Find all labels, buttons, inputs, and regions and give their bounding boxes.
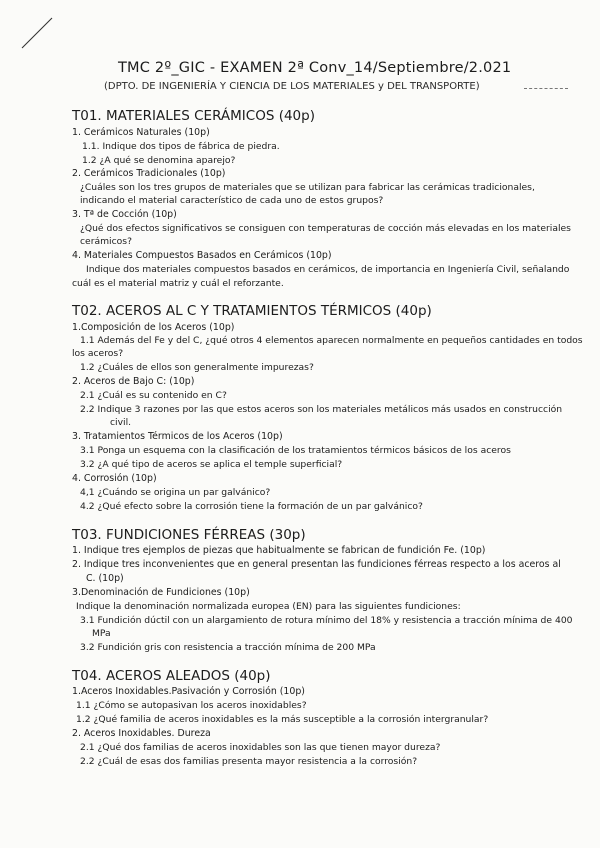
t02-q3-heading: 3. Tratamientos Térmicos de los Aceros (10p) (72, 431, 283, 442)
t02-q2-2-cont: civil. (110, 417, 132, 428)
section-heading-t01: T01. MATERIALES CERÁMICOS (40p) (72, 108, 315, 124)
t01-q2-text-cont: indicando el material característico de cada uno de estos grupos? (80, 195, 384, 206)
dashed-rule (524, 88, 568, 89)
t01-q3-text-cont: cerámicos? (80, 236, 132, 247)
t01-q1-1: 1.1. Indique dos tipos de fábrica de piedra. (82, 141, 280, 152)
t02-q2-heading: 2. Aceros de Bajo C: (10p) (72, 376, 195, 387)
t02-q4-1: 4,1 ¿Cuándo se origina un par galvánico? (80, 487, 271, 498)
t02-q1-1: 1.1 Además del Fe y del C, ¿qué otros 4 elementos aparecen normalmente en pequeños cantidades en todos (80, 335, 583, 346)
t02-q1-heading: 1.Composición de los Aceros (10p) (72, 322, 235, 333)
t02-q2-1: 2.1 ¿Cuál es su contenido en C? (80, 390, 227, 401)
t01-q4-heading: 4. Materiales Compuestos Basados en Cerámicos (10p) (72, 250, 332, 261)
section-heading-t04: T04. ACEROS ALEADOS (40p) (72, 668, 271, 684)
t01-q4-text-cont: cuál es el material matriz y cuál el reforzante. (72, 278, 284, 289)
t04-q2-1: 2.1 ¿Qué dos familias de aceros inoxidables son las que tienen mayor dureza? (80, 742, 441, 753)
t04-q1-2: 1.2 ¿Qué familia de aceros inoxidables es la más susceptible a la corrosión intergranular? (76, 714, 489, 725)
t04-q2-heading: 2. Aceros Inoxidables. Dureza (72, 728, 211, 739)
pen-stroke-mark (18, 14, 58, 50)
t01-q4-text: Indique dos materiales compuestos basados en cerámicos, de importancia en Ingeniería Civil, señalando (86, 264, 570, 275)
t02-q1-2: 1.2 ¿Cuáles de ellos son generalmente impurezas? (80, 362, 314, 373)
t01-q2-text: ¿Cuáles son los tres grupos de materiales que se utilizan para fabricar las cerámicas tradicionales, (80, 182, 535, 193)
section-heading-t02: T02. ACEROS AL C Y TRATAMIENTOS TÉRMICOS (40p) (72, 303, 432, 319)
t01-q1-2: 1.2 ¿A qué se denomina aparejo? (82, 155, 236, 166)
t02-q4-heading: 4. Corrosión (10p) (72, 473, 157, 484)
t02-q2-2: 2.2 Indique 3 razones por las que estos aceros son los materiales metálicos más usados en construcción (80, 404, 563, 415)
t04-q1-heading: 1.Aceros Inoxidables.Pasivación y Corrosión (10p) (72, 686, 305, 697)
t03-q3-heading: 3.Denominación de Fundiciones (10p) (72, 587, 250, 598)
t03-q2-cont: C. (10p) (86, 573, 124, 584)
t03-q3-text: Indique la denominación normalizada europea (EN) para las siguientes fundiciones: (76, 601, 461, 612)
t01-q3-text: ¿Qué dos efectos significativos se consiguen con temperaturas de cocción más elevadas en los materiales (80, 223, 571, 234)
t04-q1-1: 1.1 ¿Cómo se autopasivan los aceros inoxidables? (76, 700, 307, 711)
t02-q1-1-cont: los aceros? (72, 348, 124, 359)
t03-q1: 1. Indique tres ejemplos de piezas que habitualmente se fabrican de fundición Fe. (10p) (72, 545, 486, 556)
t01-q3-heading: 3. Tª de Cocción (10p) (72, 209, 177, 220)
t04-q2-2: 2.2 ¿Cuál de esas dos familias presenta mayor resistencia a la corrosión? (80, 756, 418, 767)
t02-q4-2: 4.2 ¿Qué efecto sobre la corrosión tiene la formación de un par galvánico? (80, 501, 423, 512)
exam-title: TMC 2º_GIC - EXAMEN 2ª Conv_14/Septiembre/2.021 (118, 60, 512, 76)
department-subtitle: (DPTO. DE INGENIERÍA Y CIENCIA DE LOS MATERIALES y DEL TRANSPORTE) (104, 81, 480, 92)
t01-q1-heading: 1. Cerámicos Naturales (10p) (72, 127, 210, 138)
t03-q3-1-cont: MPa (92, 628, 111, 639)
t03-q2: 2. Indique tres inconvenientes que en general presentan las fundiciones férreas respecto a los aceros al (72, 559, 561, 570)
t02-q3-1: 3.1 Ponga un esquema con la clasificación de los tratamientos térmicos básicos de los aceros (80, 445, 511, 456)
section-heading-t03: T03. FUNDICIONES FÉRREAS (30p) (72, 527, 306, 543)
t03-q3-2: 3.2 Fundición gris con resistencia a tracción mínima de 200 MPa (80, 642, 376, 653)
t02-q3-2: 3.2 ¿A qué tipo de aceros se aplica el temple superficial? (80, 459, 343, 470)
t01-q2-heading: 2. Cerámicos Tradicionales (10p) (72, 168, 226, 179)
t03-q3-1: 3.1 Fundición dúctil con un alargamiento de rotura mínimo del 18% y resistencia a tracción mínima de 400 (80, 615, 573, 626)
